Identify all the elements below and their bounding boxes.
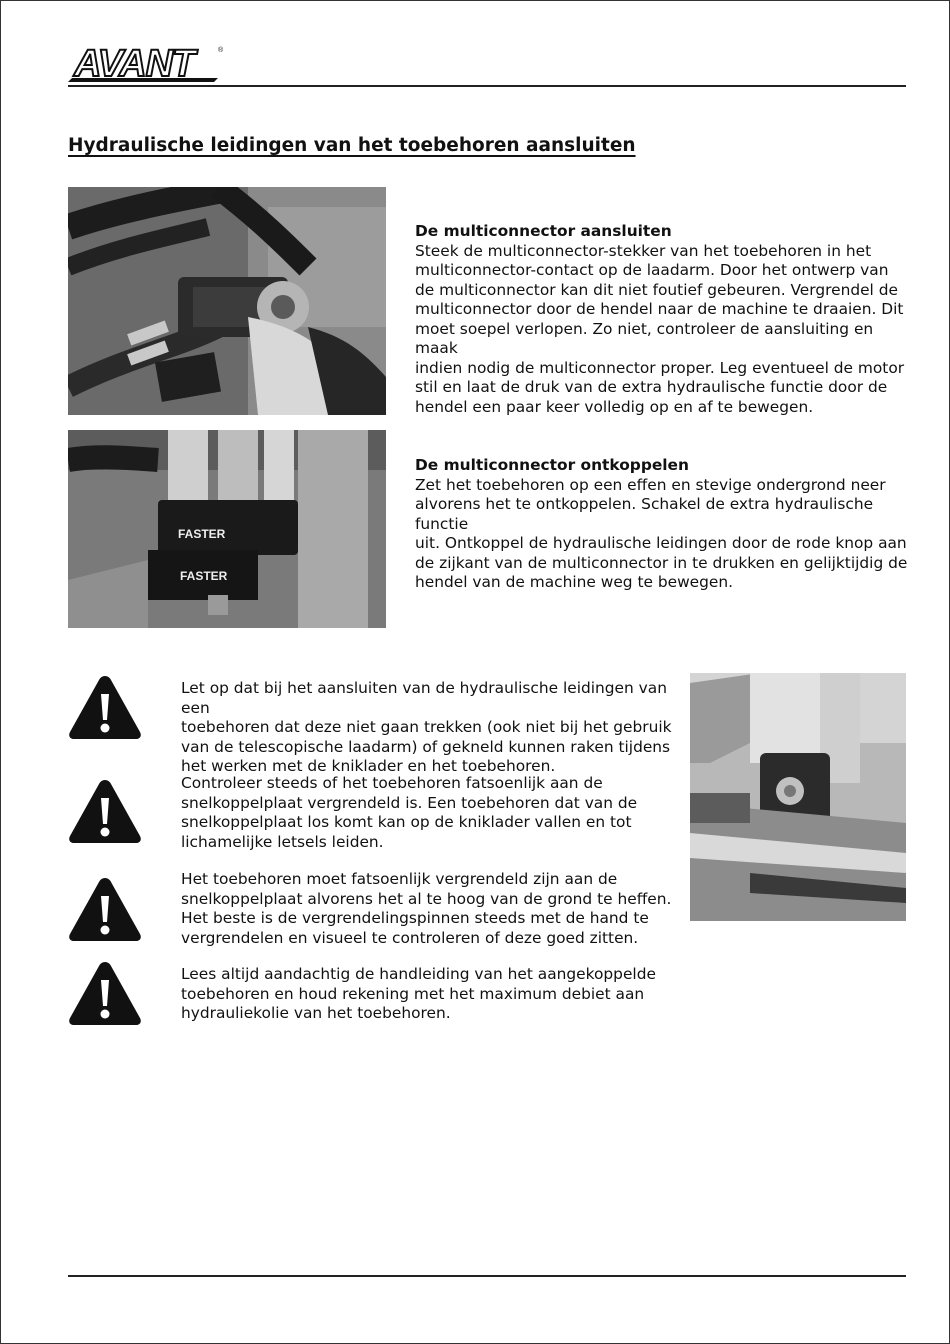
section-disconnect-heading: De multiconnector ontkoppelen [415, 456, 689, 474]
faster-label-upper: FASTER [178, 527, 226, 541]
warning-text-2: Controleer steeds of het toebehoren fatsoenlijk aan de snelkoppelplaat vergrendeld is. Een toebehoren dat van de snelkoppelplaat los komt kan op de kniklader vallen en tot lichamelijke letsels leiden. [181, 774, 638, 851]
logo-wordmark: AVANT [74, 44, 195, 84]
locking-pin-photo [690, 673, 906, 921]
section-disconnect [415, 456, 915, 593]
warning-icon [68, 674, 142, 740]
page-title: Hydraulische leidingen van het toebehoren aansluiten [68, 135, 636, 156]
section-connect [415, 222, 915, 417]
avant-logo [68, 44, 228, 84]
header-rule [68, 85, 906, 87]
section-disconnect-body: Zet het toebehoren op een effen en stevige ondergrond neer alvorens het te ontkoppelen. Schakel de extra hydraulische functie uit. Ontkoppel de hydraulische leidingen door de rode knop aan de zijkant van de multiconnector in te drukken en gelijktijdig de hendel van de machine weg te bewegen. [415, 475, 908, 591]
footer-rule [68, 1275, 906, 1277]
warning-text-4: Lees altijd aandachtig de handleiding van het aangekoppelde toebehoren en houd rekening met het maximum debiet aan hydrauliekolie van het toebehoren. [181, 965, 656, 1022]
warning-icon [68, 876, 142, 942]
warning-icon [68, 778, 142, 844]
svg-text:®: ® [218, 47, 224, 54]
multiconnector-disconnect-photo [68, 430, 386, 628]
multiconnector-connect-photo [68, 187, 386, 415]
section-connect-heading: De multiconnector aansluiten [415, 222, 672, 240]
faster-label-lower: FASTER [180, 569, 228, 583]
warning-icon [68, 960, 142, 1026]
warning-text-1: Let op dat bij het aansluiten van de hydraulische leidingen van een toebehoren dat deze niet gaan trekken (ook niet bij het gebruik van de telescopische laadarm) of gekneld kunnen raken tijdens het werken met de kniklader en het toebehoren. [181, 679, 672, 775]
section-connect-body: Steek de multiconnector-stekker van het toebehoren in het multiconnector-contact op de laadarm. Door het ontwerp van de multiconnector kan dit niet foutief gebeuren. Vergrendel de multiconnector door de hendel naar de machine te draaien. Dit moet soepel verlopen. Zo niet, controleer de aansluiting en maak indien nodig de multiconnector proper. Leg eventueel de motor stil en laat de druk van de extra hydraulische functie door de hendel een paar keer volledig op en af te bewegen. [415, 241, 905, 416]
warning-text-3: Het toebehoren moet fatsoenlijk vergrendeld zijn aan de snelkoppelplaat alvorens het al te hoog van de grond te heffen. Het beste is de vergrendelingspinnen steeds met de hand te vergrendelen en visueel te controleren of deze goed zitten. [181, 870, 672, 947]
